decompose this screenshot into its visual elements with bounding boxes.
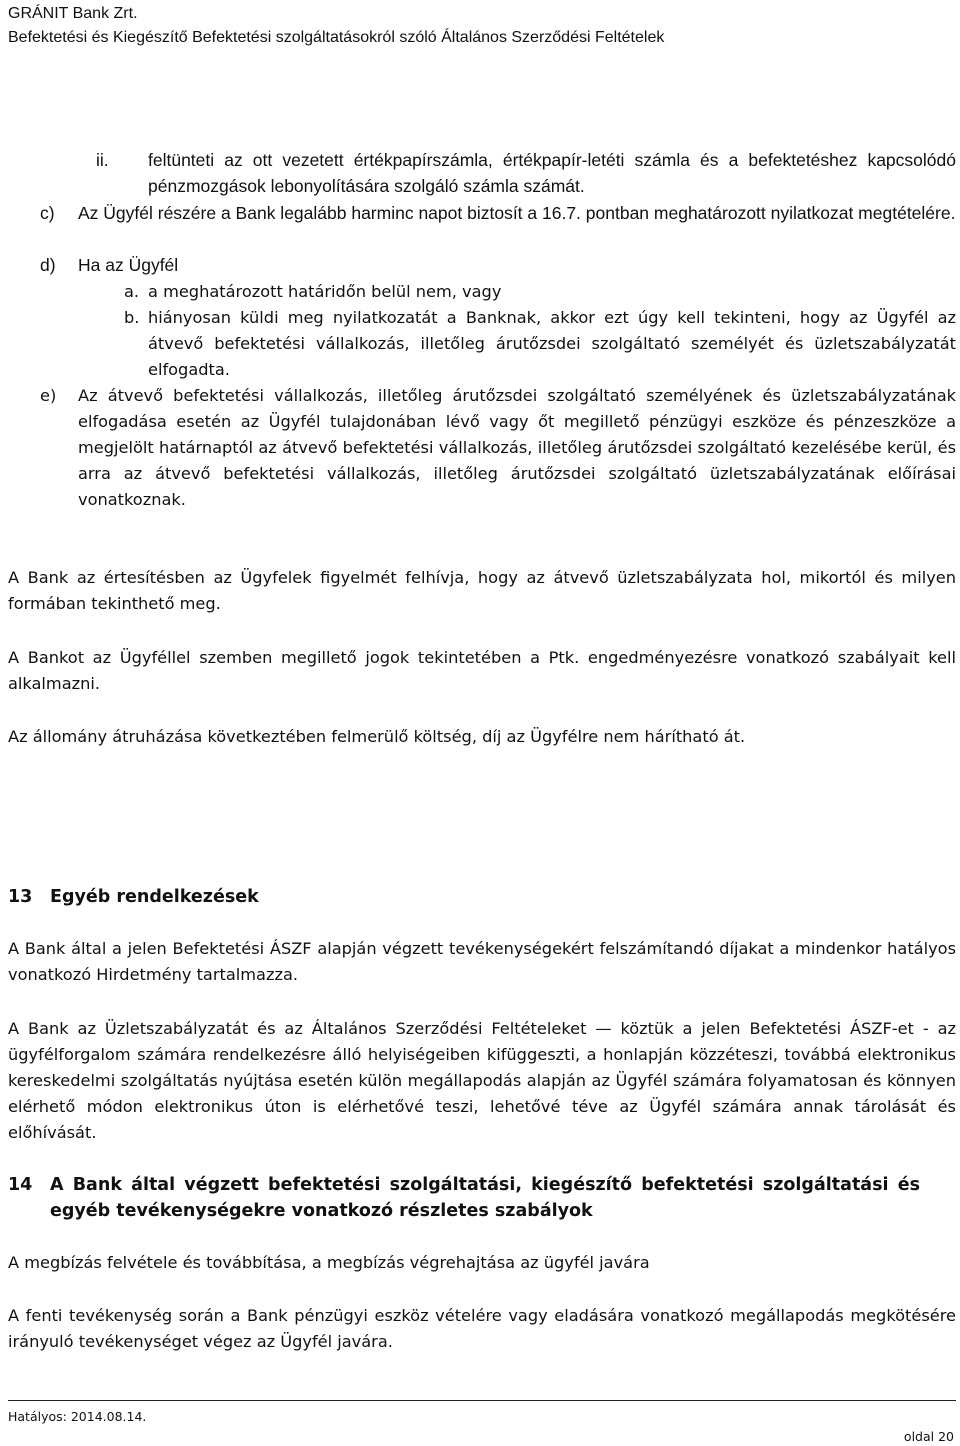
paragraph: A fenti tevékenység során a Bank pénzügyi eszköz vételére vagy eladására vonatkozó megállapodás megkötésére irányuló tevékenységet végez az Ügyfél javára. <box>8 1306 956 1351</box>
item-e-text: Az átvevő befektetési vállalkozás, illetőleg árutőzsdei szolgáltató személyének és üzletszabályzatának elfogadása esetén az Ügyfél tulajdonában lévő vagy őt megillető pénzügyi eszköze és pénzeszköze a megjelölt határnaptól az átvevő befektetési vállalkozás, illetőleg árutőzsdei szolgáltató kezelésébe kerül, és arra az átvevő befektetési vállalkozás, illetőleg árutőzsdei szolgáltató üzletszabályzatának előírásai vonatkoznak. <box>78 386 956 509</box>
footer-divider <box>8 1400 956 1401</box>
item-ii-text: feltünteti az ott vezetett értékpapírszámla, értékpapír-letéti számla és a befektetéshez kapcsolódó pénzmozgások lebonyolítására szolgáló számla számát. <box>148 150 956 196</box>
item-d-text: Ha az Ügyfél <box>78 255 179 275</box>
item-c-text: Az Ügyfél részére a Bank legalább harminc napot biztosít a 16.7. pontban meghatározott nyilatkozat megtételére. <box>78 203 956 223</box>
section-number: 13 <box>8 887 33 907</box>
item-a-text: a meghatározott határidőn belül nem, vagy <box>148 282 502 301</box>
footer-page-number: oldal 20 <box>903 1429 954 1444</box>
item-c-marker: c) <box>40 203 55 223</box>
item-ii-marker: ii. <box>96 150 109 170</box>
item-b-marker: b. <box>124 308 140 327</box>
paragraph: A Bankot az Ügyféllel szemben megillető jogok tekintetében a Ptk. engedményezésre vonatkozó szabályait kell alkalmazni. <box>8 648 956 693</box>
section-number: 14 <box>8 1175 33 1195</box>
item-e-marker: e) <box>40 386 57 405</box>
section-title: Egyéb rendelkezések <box>50 887 259 907</box>
header-doc-title: Befektetési és Kiegészítő Befektetési szolgáltatásokról szóló Általános Szerződési Feltételek <box>8 29 665 46</box>
paragraph: A Bank által a jelen Befektetési ÁSZF alapján végzett tevékenységekért felszámítandó díjakat a mindenkor hatályos vonatkozó Hirdetmény tartalmazza. <box>8 939 956 984</box>
footer-effective-date: Hatályos: 2014.08.14. <box>8 1409 147 1424</box>
section-title: A Bank által végzett befektetési szolgáltatási, kiegészítő befektetési szolgáltatási és egyéb tevékenységekre vonatkozó részletes szabályok <box>50 1175 920 1221</box>
item-b-text: hiányosan küldi meg nyilatkozatát a Banknak, akkor ezt úgy kell tekinteni, hogy az Ügyfél az átvevő befektetési vállalkozás, illetőleg árutőzsdei szolgáltató személyét és üzletszabályzatát elfogadta. <box>148 308 956 379</box>
paragraph: A Bank az Üzletszabályzatát és az Általános Szerződési Feltételeket — köztük a jelen Befektetési ÁSZF-et - az ügyfélforgalom számára rendelkezésre álló helyiségeiben kifüggeszti, a honlapján közzéteszi, továbbá elektronikus kereskedelmi szolgáltatás nyújtása esetén külön megállapodás alapján az Ügyfél számára folyamatosan és könnyen elérhető módon elektronikus úton is elérhetővé teszi, lehetővé téve az Ügyfél számára annak tárolását és előhívását. <box>8 1019 956 1142</box>
paragraph: Az állomány átruházása következtében felmerülő költség, díj az Ügyfélre nem hárítható át. <box>8 727 746 746</box>
header-company: GRÁNIT Bank Zrt. <box>8 5 138 22</box>
item-a-marker: a. <box>124 282 140 301</box>
paragraph: A megbízás felvétele és továbbítása, a megbízás végrehajtása az ügyfél javára <box>8 1253 650 1272</box>
paragraph: A Bank az értesítésben az Ügyfelek figyelmét felhívja, hogy az átvevő üzletszabályzata hol, mikortól és milyen formában tekinthető meg. <box>8 568 956 613</box>
item-d-marker: d) <box>40 255 56 275</box>
